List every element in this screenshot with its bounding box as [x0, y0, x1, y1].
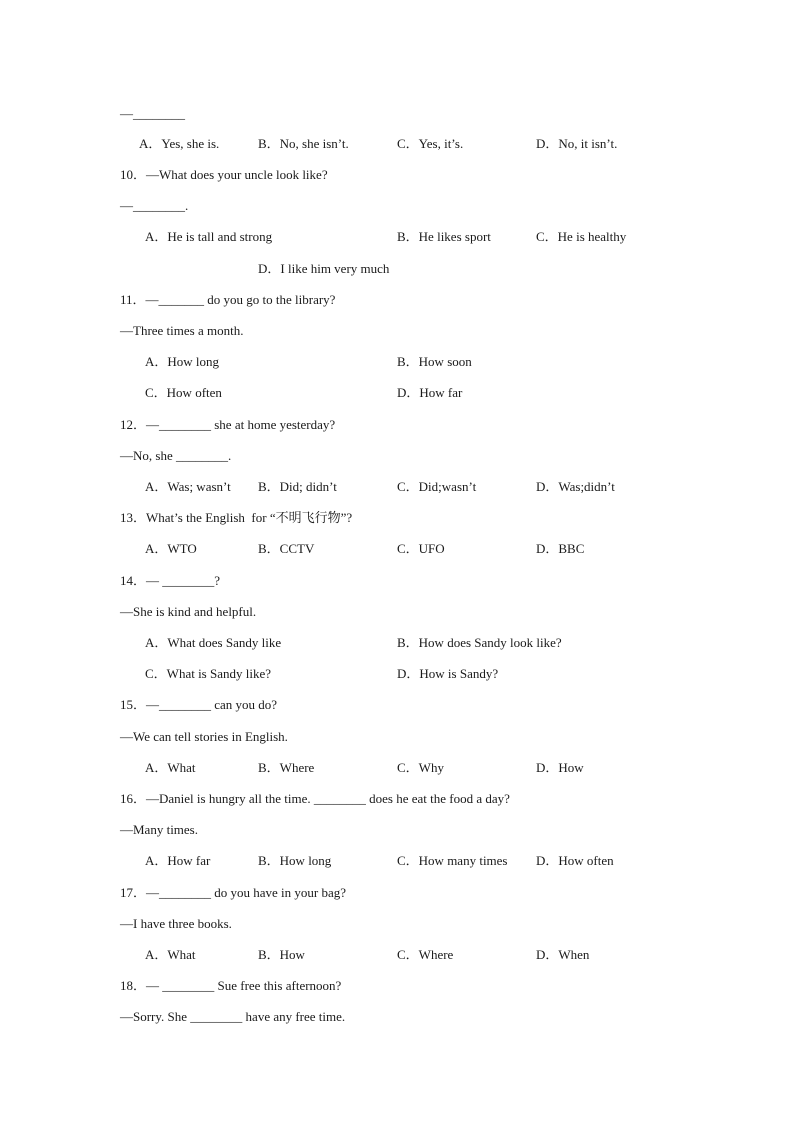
q12-stem: 12．—________ she at home yesterday?: [120, 417, 336, 432]
q12-option-d[interactable]: D．Was;didn’t: [536, 479, 615, 494]
q15-option-b[interactable]: B．Where: [258, 760, 315, 775]
q9-option-d[interactable]: D．No, it isn’t.: [536, 136, 618, 151]
q17-stem: 17．—________ do you have in your bag?: [120, 885, 347, 900]
q14-option-d[interactable]: D．How is Sandy?: [397, 666, 499, 681]
q12-option-c[interactable]: C．Did;wasn’t: [397, 479, 477, 494]
q17-option-b[interactable]: B．How: [258, 947, 305, 962]
q17-option-a[interactable]: A．What: [145, 947, 196, 962]
q12-option-b[interactable]: B．Did; didn’t: [258, 479, 337, 494]
q17-answer-line: —I have three books.: [120, 916, 232, 931]
q15-answer-line: —We can tell stories in English.: [120, 729, 288, 744]
q14-answer-line: —She is kind and helpful.: [120, 604, 257, 619]
q12-option-a[interactable]: A．Was; wasn’t: [145, 479, 231, 494]
q10-option-c[interactable]: C．He is healthy: [536, 229, 627, 244]
q11-stem: 11．—_______ do you go to the library?: [120, 292, 336, 307]
q10-option-a[interactable]: A．He is tall and strong: [145, 229, 273, 244]
q14-option-b[interactable]: B．How does Sandy look like?: [397, 635, 562, 650]
q16-stem: 16．—Daniel is hungry all the time. ________ does he eat the food a day?: [120, 791, 510, 806]
q13-option-c[interactable]: C．UFO: [397, 541, 445, 556]
q16-option-b[interactable]: B．How long: [258, 853, 332, 868]
q9-answer-line: —________: [120, 106, 185, 121]
q16-option-c[interactable]: C．How many times: [397, 853, 508, 868]
q11-option-d[interactable]: D．How far: [397, 385, 463, 400]
q9-option-a[interactable]: A．Yes, she is.: [139, 136, 220, 151]
q18-answer-line: —Sorry. She ________ have any free time.: [120, 1009, 346, 1024]
q16-answer-line: —Many times.: [120, 822, 198, 837]
q15-stem: 15．—________ can you do?: [120, 697, 278, 712]
q14-stem: 14．— ________?: [120, 573, 221, 588]
q16-option-a[interactable]: A．How far: [145, 853, 211, 868]
q11-option-c[interactable]: C．How often: [145, 385, 222, 400]
q13-option-a[interactable]: A．WTO: [145, 541, 197, 556]
q10-stem: 10．—What does your uncle look like?: [120, 167, 328, 182]
q10-option-b[interactable]: B．He likes sport: [397, 229, 491, 244]
q14-option-c[interactable]: C．What is Sandy like?: [145, 666, 272, 681]
q9-option-b[interactable]: B．No, she isn’t.: [258, 136, 349, 151]
q18-stem: 18．— ________ Sue free this afternoon?: [120, 978, 342, 993]
q13-stem: 13．What’s the English for “不明飞行物”?: [120, 510, 353, 525]
q14-option-a[interactable]: A．What does Sandy like: [145, 635, 282, 650]
q17-option-c[interactable]: C．Where: [397, 947, 454, 962]
q13-option-d[interactable]: D．BBC: [536, 541, 585, 556]
q13-option-b[interactable]: B．CCTV: [258, 541, 315, 556]
q17-option-d[interactable]: D．When: [536, 947, 590, 962]
q11-option-b[interactable]: B．How soon: [397, 354, 472, 369]
q9-option-c[interactable]: C．Yes, it’s.: [397, 136, 464, 151]
q11-option-a[interactable]: A．How long: [145, 354, 220, 369]
q12-answer-line: —No, she ________.: [120, 448, 232, 463]
q11-answer-line: —Three times a month.: [120, 323, 244, 338]
q15-option-d[interactable]: D．How: [536, 760, 584, 775]
q10-answer-line: —________.: [120, 198, 189, 213]
q15-option-c[interactable]: C．Why: [397, 760, 444, 775]
q10-option-d[interactable]: D．I like him very much: [258, 261, 390, 276]
q16-option-d[interactable]: D．How often: [536, 853, 614, 868]
q15-option-a[interactable]: A．What: [145, 760, 196, 775]
